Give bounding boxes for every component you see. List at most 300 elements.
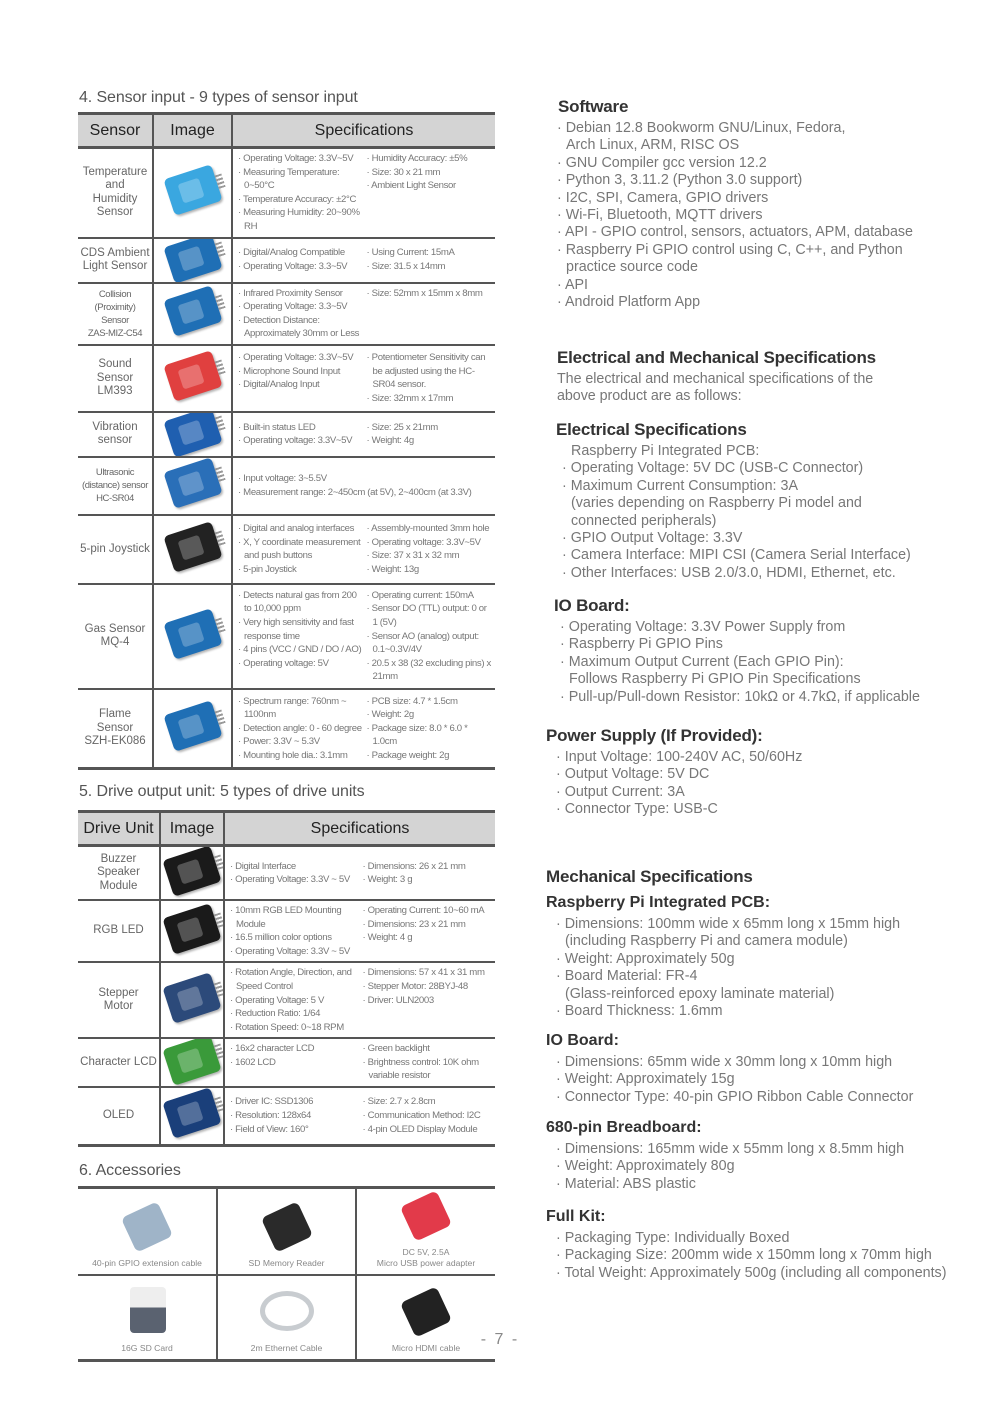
- spec-list: [225, 857, 495, 890]
- spec-line: · Maximum Current Consumption: 3A: [571, 478, 986, 495]
- spec-column-left: [230, 1042, 359, 1083]
- spec-line: connected peripherals): [571, 512, 717, 529]
- spec-item: · Reduction Ratio: 1/64: [230, 1007, 359, 1021]
- spec-item: · Detection angle: 0 - 60 degree: [238, 722, 363, 736]
- module-component: [177, 714, 204, 740]
- spec-line: · Operating Voltage: 5V DC (USB-C Connector): [571, 460, 986, 477]
- accessory-image: [252, 1200, 322, 1252]
- spec-item: · Operating Voltage: 3.3~5V: [238, 260, 363, 274]
- module-component: [177, 986, 204, 1012]
- spec-item: · Ambient Light Sensor: [367, 179, 492, 193]
- module-image: [163, 608, 222, 660]
- row-name: Stepper Motor: [78, 962, 160, 1038]
- header-specifications: Specifications: [232, 114, 495, 148]
- row-name: 5-pin Joystick: [78, 515, 153, 584]
- spec-item: · Field of View: 160°: [230, 1123, 359, 1137]
- right-section: [546, 867, 986, 893]
- accessory-shape: [121, 1201, 173, 1252]
- drive-section-title: 5. Drive output unit: 5 types of drive units: [79, 783, 365, 801]
- image-cell: [153, 283, 232, 345]
- spec-line: · Wi-Fi, Bluetooth, MQTT drivers: [566, 207, 986, 224]
- spec-line: · Weight: Approximately 80g: [565, 1158, 986, 1175]
- right-column: [546, 97, 986, 1282]
- spec-item: · Communication Method: I2C: [363, 1109, 492, 1123]
- spec-item: · Digital and analog interfaces: [238, 522, 363, 536]
- spec-column-left: [238, 472, 491, 499]
- right-section: [546, 420, 986, 596]
- row-name: CDS Ambient Light Sensor: [78, 238, 153, 283]
- right-section: [546, 97, 986, 348]
- spec-line: · Weight: Approximately 50g: [565, 951, 986, 968]
- specifications-cell: [232, 345, 495, 412]
- spec-line: · Maximum Output Current (Each GPIO Pin):: [569, 654, 986, 671]
- spec-item: · 5-pin Joystick: [238, 563, 363, 577]
- spec-line: Arch Linux, ARM, RISC OS: [566, 137, 740, 154]
- spec-line: (varies depending on Raspberry Pi model and: [571, 495, 862, 512]
- spec-item: · Operating current: 150mA: [367, 589, 492, 603]
- table-row: [78, 584, 495, 689]
- spec-item: · Operating voltage: 5V: [238, 657, 363, 671]
- spec-column-right: [363, 351, 492, 405]
- spec-column-left: [230, 966, 359, 1034]
- drive-table: [78, 810, 495, 1146]
- spec-item: · Weight: 3 g: [363, 873, 492, 887]
- table-row: [78, 148, 495, 238]
- table-row: [78, 238, 495, 283]
- right-section: [546, 1031, 986, 1118]
- spec-item: · Measurement range: 2~450cm (at 5V), 2~400cm (at 3.3V): [238, 486, 491, 500]
- accessory-label: 40-pin GPIO extension cable: [92, 1257, 202, 1268]
- spec-item: · 4-pin OLED Display Module: [363, 1123, 492, 1137]
- specifications-cell: [224, 962, 495, 1038]
- spec-line: · GNU Compiler gcc version 12.2: [566, 155, 986, 172]
- spec-column-right: [359, 966, 492, 1034]
- spec-item: · Weight: 2g: [367, 708, 492, 722]
- section-heading: Raspberry Pi Integrated PCB:: [546, 894, 771, 911]
- spec-line: · Output Current: 3A: [565, 784, 986, 801]
- spec-line: · Raspberry Pi GPIO Pins: [569, 636, 986, 653]
- row-name: Sound Sensor LM393: [78, 345, 153, 412]
- spec-line: Raspberry Pi Integrated PCB:: [571, 443, 760, 459]
- spec-column-left: [238, 695, 363, 763]
- module-image: [163, 700, 222, 752]
- spec-column-left: [238, 522, 363, 576]
- spec-line: · Packaging Size: 200mm wide x 150mm long x 70mm high: [565, 1247, 986, 1264]
- module-image: [162, 903, 221, 955]
- spec-line: · Board Material: FR-4: [565, 968, 986, 985]
- spec-item: · Very high sensitivity and fast response time: [238, 616, 363, 643]
- accessory-image: [112, 1200, 182, 1252]
- accessory-item: [356, 1187, 495, 1275]
- section-heading: IO Board:: [554, 596, 630, 615]
- spec-column-right: [363, 421, 492, 448]
- sensor-table: [78, 112, 495, 770]
- accessory-image: [252, 1285, 322, 1337]
- row-name: Buzzer Speaker Module: [78, 846, 160, 900]
- spec-line: · Raspberry Pi GPIO control using C, C++, and Python: [566, 242, 986, 259]
- spec-line: · Other Interfaces: USB 2.0/3.0, HDMI, Ethernet, etc.: [571, 565, 986, 582]
- module-image: [162, 846, 221, 897]
- spec-column-right: [363, 589, 492, 684]
- spec-list: [233, 149, 495, 237]
- table-row: [78, 515, 495, 584]
- spec-column-left: [238, 589, 363, 684]
- spec-item: · Green backlight: [363, 1042, 492, 1056]
- module-image: [163, 412, 222, 457]
- spec-item: · Operating Voltage: 3.3V~5V: [238, 351, 363, 365]
- image-cell: [153, 689, 232, 769]
- image-cell: [153, 148, 232, 238]
- module-component: [177, 299, 204, 325]
- spec-item: · Humidity Accuracy: ±5%: [367, 152, 492, 166]
- image-cell: [160, 962, 224, 1038]
- right-section: [546, 1118, 986, 1207]
- spec-line: · Output Voltage: 5V DC: [565, 766, 986, 783]
- accessory-image: [112, 1285, 182, 1337]
- spec-line: · Total Weight: Approximately 500g (including all components): [565, 1265, 986, 1282]
- spec-line: · Board Thickness: 1.6mm: [565, 1003, 986, 1020]
- spec-line: · Input Voltage: 100-240V AC, 50/60Hz: [565, 749, 986, 766]
- specifications-cell: [232, 283, 495, 345]
- spec-list: [233, 586, 495, 687]
- spec-line: · Material: ABS plastic: [565, 1176, 986, 1193]
- spec-item: · Operating Current: 10~60 mA: [363, 904, 492, 918]
- module-component: [177, 420, 204, 446]
- spec-line: · Operating Voltage: 3.3V Power Supply from: [569, 619, 986, 636]
- spec-line: · API - GPIO control, sensors, actuators, APM, database: [566, 224, 986, 241]
- accessory-label: Micro HDMI cable: [391, 1343, 461, 1354]
- module-component: [177, 471, 204, 497]
- specifications-cell: [232, 148, 495, 238]
- right-section: [546, 348, 986, 420]
- spec-item: · Size: 25 x 21mm: [367, 421, 492, 435]
- row-name: OLED: [78, 1087, 160, 1145]
- spec-line: · Camera Interface: MIPI CSI (Camera Serial Interface): [571, 547, 986, 564]
- spec-line: · Weight: Approximately 15g: [565, 1071, 986, 1088]
- accessory-shape: [400, 1190, 452, 1241]
- accessory-label: SD Memory Reader: [248, 1257, 325, 1268]
- spec-item: · Weight: 4 g: [363, 931, 492, 945]
- table-row: [78, 457, 495, 515]
- module-image: [162, 972, 221, 1024]
- spec-item: · 10mm RGB LED Mounting Module: [230, 904, 359, 931]
- module-component: [177, 916, 204, 942]
- spec-list: [233, 519, 495, 579]
- image-cell: [153, 238, 232, 283]
- left-column: [78, 88, 495, 1362]
- table-row: [78, 846, 495, 900]
- spec-list: [225, 1039, 495, 1086]
- spec-column-right: [363, 152, 492, 234]
- image-cell: [160, 1038, 224, 1087]
- module-component: [177, 858, 204, 884]
- section-heading: Software: [558, 97, 629, 116]
- accessory-shape: [260, 1291, 314, 1331]
- table-row: [78, 1087, 495, 1145]
- specifications-cell: [224, 1038, 495, 1087]
- image-cell: [160, 900, 224, 962]
- accessory-item: [78, 1187, 217, 1275]
- module-image: [162, 1088, 221, 1140]
- specifications-cell: [232, 457, 495, 515]
- spec-item: · Temperature Accuracy: ±2°C: [238, 193, 363, 207]
- spec-item: · Size: 37 x 31 x 32 mm: [367, 549, 492, 563]
- spec-item: · Driver: ULN2003: [363, 994, 492, 1008]
- section-heading: Mechanical Specifications: [546, 867, 753, 886]
- table-row: [78, 962, 495, 1038]
- spec-column-right: [359, 860, 492, 887]
- spec-item: · Spectrum range: 760nm ~ 1100nm: [238, 695, 363, 722]
- spec-line: · Pull-up/Pull-down Resistor: 10kΩ or 4.7kΩ, if applicable: [569, 689, 986, 706]
- spec-item: · Size: 32mm x 17mm: [367, 392, 492, 406]
- module-image: [163, 458, 222, 510]
- spec-item: · 1602 LCD: [230, 1056, 359, 1070]
- spec-line: · API: [566, 277, 986, 294]
- section-paragraph: The electrical and mechanical specifications of the above product are as follows:: [557, 371, 874, 405]
- accessory-shape: [130, 1287, 166, 1333]
- spec-item: · 20.5 x 38 (32 excluding pins) x 21mm: [367, 657, 492, 684]
- spec-column-right: [359, 1095, 492, 1136]
- accessories-title: 6. Accessories: [79, 1161, 181, 1179]
- accessory-row: [78, 1187, 495, 1275]
- module-image: [162, 1038, 221, 1086]
- accessory-image: [391, 1285, 461, 1337]
- spec-item: · Operating voltage: 3.3V~5V: [238, 434, 363, 448]
- header-sensor: Sensor: [78, 114, 153, 148]
- spec-column-left: [238, 287, 363, 341]
- module-image: [163, 164, 222, 216]
- spec-line: · Android Platform App: [566, 294, 986, 311]
- spec-column-right: [363, 695, 492, 763]
- spec-item: · Size: 52mm x 15mm x 8mm: [367, 287, 492, 301]
- specifications-cell: [224, 1087, 495, 1145]
- spec-line: · Dimensions: 100mm wide x 65mm long x 15mm high: [565, 916, 986, 933]
- spec-list: [233, 418, 495, 451]
- right-section: [546, 726, 986, 867]
- spec-item: · Stepper Motor: 28BYJ-48: [363, 980, 492, 994]
- accessory-label: 2m Ethernet Cable: [250, 1343, 323, 1354]
- spec-line: · Dimensions: 65mm wide x 30mm long x 10mm high: [565, 1054, 986, 1071]
- spec-line: · GPIO Output Voltage: 3.3V: [571, 530, 986, 547]
- spec-line: · Python 3, 3.11.2 (Python 3.0 support): [566, 172, 986, 189]
- image-cell: [160, 846, 224, 900]
- section-heading: IO Board:: [546, 1032, 619, 1049]
- specifications-cell: [224, 900, 495, 962]
- spec-item: · Digital Interface: [230, 860, 359, 874]
- spec-column-left: [230, 1095, 359, 1136]
- spec-list: [233, 348, 495, 408]
- specifications-cell: [232, 412, 495, 457]
- spec-item: · Digital/Analog Input: [238, 378, 363, 392]
- specifications-cell: [232, 584, 495, 689]
- spec-list: [225, 901, 495, 961]
- module-image: [163, 238, 222, 283]
- spec-item: · Package size: 8.0 * 6.0 * 1.0cm: [367, 722, 492, 749]
- spec-item: · Weight: 13g: [367, 563, 492, 577]
- table-row: [78, 689, 495, 769]
- spec-item: · Size: 31.5 x 14mm: [367, 260, 492, 274]
- image-cell: [153, 345, 232, 412]
- spec-line: practice source code: [566, 259, 698, 276]
- image-cell: [153, 584, 232, 689]
- spec-line: · Debian 12.8 Bookworm GNU/Linux, Fedora,: [566, 120, 986, 137]
- spec-item: · Package weight: 2g: [367, 749, 492, 763]
- spec-line: · Dimensions: 165mm wide x 55mm long x 8.5mm high: [565, 1141, 986, 1158]
- spec-column-right: [359, 904, 492, 958]
- spec-item: · Operating Voltage: 3.3V ~ 5V: [230, 873, 359, 887]
- image-cell: [160, 1087, 224, 1145]
- spec-item: · Detection Distance: Approximately 30mm or Less: [238, 314, 363, 341]
- spec-item: · Operating voltage: 3.3V~5V: [367, 536, 492, 550]
- spec-item: · Input voltage: 3~5.5V: [238, 472, 491, 486]
- page-number: - 7 -: [480, 1331, 520, 1348]
- spec-item: · Operating Voltage: 5 V: [230, 994, 359, 1008]
- module-component: [177, 535, 204, 561]
- spec-column-left: [238, 246, 363, 273]
- spec-item: · Mounting hole dia.: 3.1mm: [238, 749, 363, 763]
- spec-item: · Rotation Angle, Direction, and Speed Control: [230, 966, 359, 993]
- spec-item: · Brightness control: 10K ohm variable resistor: [363, 1056, 492, 1083]
- spec-column-right: [359, 1042, 492, 1083]
- row-name: Gas Sensor MQ-4: [78, 584, 153, 689]
- spec-item: · Assembly-mounted 3mm hole: [367, 522, 492, 536]
- spec-item: · Operating Voltage: 3.3~5V: [238, 300, 363, 314]
- image-cell: [153, 412, 232, 457]
- spec-column-left: [238, 351, 363, 405]
- section-heading: Full Kit:: [546, 1208, 606, 1225]
- spec-item: · Measuring Temperature: 0~50°C: [238, 166, 363, 193]
- spec-item: · Power: 3.3V ~ 5.3V: [238, 735, 363, 749]
- spec-item: · 16x2 character LCD: [230, 1042, 359, 1056]
- spec-item: · Infrared Proximity Sensor: [238, 287, 363, 301]
- spec-item: · Built-in status LED: [238, 421, 363, 435]
- section-heading: 680-pin Breadboard:: [546, 1119, 702, 1136]
- spec-list: [233, 243, 495, 276]
- header-image: Image: [153, 114, 232, 148]
- spec-item: · Measuring Humidity: 20~90% RH: [238, 206, 363, 233]
- table-row: [78, 345, 495, 412]
- spec-item: · PCB size: 4.7 * 1.5cm: [367, 695, 492, 709]
- spec-column-left: [238, 421, 363, 448]
- module-image: [163, 521, 222, 573]
- spec-list: [233, 284, 495, 344]
- row-name: Vibration sensor: [78, 412, 153, 457]
- spec-line: (Glass-reinforced epoxy laminate material): [565, 985, 835, 1002]
- spec-list: [233, 469, 495, 502]
- accessory-label: 16G SD Card: [121, 1343, 173, 1354]
- specifications-cell: [232, 238, 495, 283]
- spec-item: · Resolution: 128x64: [230, 1109, 359, 1123]
- spec-column-left: [230, 904, 359, 958]
- accessory-shape: [260, 1201, 312, 1252]
- header-specifications: Specifications: [224, 812, 495, 846]
- right-section: [546, 1207, 986, 1282]
- spec-column-left: [238, 152, 363, 234]
- row-name: Ultrasonic (distance) sensor HC-SR04: [78, 457, 153, 515]
- spec-item: · Digital/Analog Compatible: [238, 246, 363, 260]
- table-row: [78, 900, 495, 962]
- module-component: [177, 1101, 204, 1127]
- spec-item: · Using Current: 15mA: [367, 246, 492, 260]
- spec-item: · Detects natural gas from 200 to 10,000 ppm: [238, 589, 363, 616]
- spec-column-left: [230, 860, 359, 887]
- spec-item: · Dimensions: 26 x 21 mm: [363, 860, 492, 874]
- spec-item: · Weight: 4g: [367, 434, 492, 448]
- module-component: [177, 245, 204, 271]
- spec-item: · Potentiometer Sensitivity can be adjusted using the HC-SR04 sensor.: [367, 351, 492, 392]
- module-image: [163, 285, 222, 337]
- spec-list: [225, 1092, 495, 1139]
- specifications-cell: [232, 689, 495, 769]
- spec-item: · 16.5 million color options: [230, 931, 359, 945]
- spec-item: · Rotation Speed: 0~18 RPM: [230, 1021, 359, 1035]
- specifications-cell: [224, 846, 495, 900]
- spec-item: · X, Y coordinate measurement and push buttons: [238, 536, 363, 563]
- spec-list: [225, 963, 495, 1037]
- module-component: [177, 622, 204, 648]
- specifications-cell: [232, 515, 495, 584]
- spec-column-right: [363, 522, 492, 576]
- table-row: [78, 283, 495, 345]
- accessory-item: [217, 1187, 356, 1275]
- right-section: [546, 596, 986, 726]
- spec-line: · I2C, SPI, Camera, GPIO drivers: [566, 190, 986, 207]
- spec-item: · Size: 30 x 21 mm: [367, 166, 492, 180]
- right-section: [546, 893, 986, 1031]
- spec-line: Follows Raspberry Pi GPIO Pin Specifications: [569, 671, 861, 688]
- module-component: [177, 178, 204, 204]
- row-name: Character LCD: [78, 1038, 160, 1087]
- spec-item: · Size: 2.7 x 2.8cm: [363, 1095, 492, 1109]
- spec-item: · Sensor AO (analog) output: 0.1~0.3V/4V: [367, 630, 492, 657]
- accessory-image: [391, 1189, 461, 1241]
- module-image: [163, 350, 222, 402]
- module-component: [177, 364, 204, 390]
- spec-item: · Dimensions: 57 x 41 x 31 mm: [363, 966, 492, 980]
- spec-column-right: [363, 246, 492, 273]
- accessory-label: DC 5V, 2.5A Micro USB power adapter: [376, 1246, 476, 1268]
- spec-item: · Sensor DO (TTL) output: 0 or 1 (5V): [367, 602, 492, 629]
- section-heading: Electrical and Mechanical Specifications: [557, 348, 876, 367]
- spec-list: [233, 692, 495, 766]
- spec-item: · Dimensions: 23 x 21 mm: [363, 918, 492, 932]
- image-cell: [153, 515, 232, 584]
- row-name: Flame Sensor SZH-EK086: [78, 689, 153, 769]
- spec-line: · Connector Type: USB-C: [565, 801, 986, 818]
- header-drive-unit: Drive Unit: [78, 812, 160, 846]
- spec-column-right: [363, 287, 492, 341]
- spec-item: · Driver IC: SSD1306: [230, 1095, 359, 1109]
- spec-line: · Connector Type: 40-pin GPIO Ribbon Cable Connector: [565, 1089, 986, 1106]
- module-component: [177, 1048, 204, 1074]
- section-heading: Power Supply (If Provided):: [546, 726, 763, 745]
- section-heading: Electrical Specifications: [556, 420, 747, 439]
- image-cell: [153, 457, 232, 515]
- row-name: Temperature and Humidity Sensor: [78, 148, 153, 238]
- spec-item: · 4 pins (VCC / GND / DO / AO): [238, 643, 363, 657]
- spec-item: · Microphone Sound Input: [238, 365, 363, 379]
- row-name: Collision (Proximity) Sensor ZAS-MIZ-C54: [78, 283, 153, 345]
- row-name: RGB LED: [78, 900, 160, 962]
- spec-line: · Packaging Type: Individually Boxed: [565, 1230, 986, 1247]
- table-row: [78, 412, 495, 457]
- header-image: Image: [160, 812, 224, 846]
- table-row: [78, 1038, 495, 1087]
- spec-line: (including Raspberry Pi and camera module): [565, 933, 848, 950]
- spec-item: · Operating Voltage: 3.3V ~ 5V: [230, 945, 359, 959]
- sensor-section-title: 4. Sensor input - 9 types of sensor input: [79, 89, 358, 106]
- spec-item: · Operating Voltage: 3.3V~5V: [238, 152, 363, 166]
